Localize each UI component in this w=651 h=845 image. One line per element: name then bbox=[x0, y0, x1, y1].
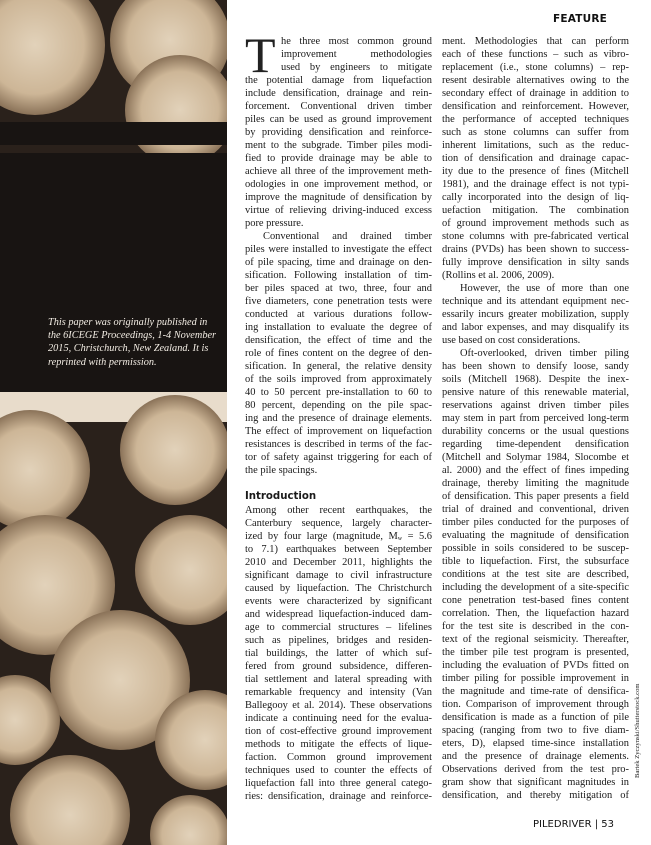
text-line: sification. Following installation of tim- bbox=[245, 270, 432, 281]
text-line: of the soils improved from approximately bbox=[245, 374, 432, 385]
photo-credit: Bartek Zyczynski/Shutterstock.com bbox=[634, 683, 641, 778]
sidebar-publication-note: This paper was originally published in the 6ICEGE Proceedings, 1-4 November 2015, Christchurch, New Zealand. It is reprinted with permission. bbox=[48, 317, 217, 368]
text-line: tial settlement and lateral spreading with bbox=[245, 674, 432, 685]
text-line: used by engineers to mitigate bbox=[281, 62, 432, 73]
text-line: the performance of accepted techniques bbox=[442, 114, 629, 125]
text-line: Observations derived from the test pro- bbox=[442, 764, 629, 775]
text-line: cally incorporated into the design of liq- bbox=[442, 192, 629, 203]
text-line: correlation. Then, the liquefaction hazard bbox=[442, 608, 629, 619]
text-line: tion of densification and drainage capac- bbox=[442, 153, 629, 164]
text-line: piles can be used as ground improvement bbox=[245, 114, 432, 125]
text-line: conducted at various durations follow- bbox=[245, 309, 432, 320]
text-line: and labor expenses, and may disqualify its bbox=[442, 322, 629, 333]
text-line: age to commercial structures – lifelines bbox=[245, 622, 432, 633]
text-line: ing installation to evaluate the degree of bbox=[245, 322, 432, 333]
text-line: reservations against driven timber piles bbox=[442, 400, 629, 411]
text-line: tion. Comparison of improvement through bbox=[442, 699, 629, 710]
text-line: stone columns with pre-fabricated vertical bbox=[442, 231, 629, 242]
text-line: faction. Common ground improvement bbox=[245, 752, 432, 763]
paragraph bbox=[442, 282, 629, 347]
text-line: methods to mitigate the effects of lique- bbox=[245, 739, 432, 750]
text-line: by providing densification and reinforce- bbox=[245, 127, 432, 138]
text-line: improvement methodologies bbox=[281, 49, 432, 60]
text-line: drainage, thereby limiting the magnitude bbox=[442, 478, 629, 489]
text-line: each of these functions – such as vibro- bbox=[442, 49, 629, 60]
text-line: Conventional and drained timber bbox=[263, 231, 432, 242]
text-line: the timber pile test program is presented, bbox=[442, 647, 629, 658]
text-line: of pile spacing, time and drainage on den- bbox=[245, 257, 432, 268]
section-label: FEATURE bbox=[553, 13, 608, 25]
text-line: text of the regional seismicity. Thereafter, bbox=[442, 634, 629, 645]
paragraph bbox=[245, 504, 432, 803]
text-line: Oft-overlooked, driven timber piling bbox=[460, 348, 629, 359]
text-line: replacement (i.e., stone columns) – rep- bbox=[442, 62, 629, 73]
paragraph bbox=[245, 230, 432, 477]
text-line: and the presence of drainage elements. bbox=[442, 751, 629, 762]
text-line: tor of safety against triggering for each of bbox=[245, 452, 432, 463]
text-line: 40 to 50 percent pre-installation to 60 to bbox=[245, 387, 432, 398]
text-line: ing and the presence of drainage elements. bbox=[245, 413, 432, 424]
text-line: inherent limitations, such as the reduc- bbox=[442, 140, 629, 151]
text-line: (Mitchell and Solymar 1984, Slocombe et bbox=[442, 452, 629, 463]
text-line: such as stone columns can suffer from bbox=[442, 127, 629, 138]
text-line: (Rollins et al. 2006, 2009). bbox=[442, 270, 555, 281]
text-line: densification is made as a function of pile bbox=[442, 712, 629, 723]
page-footer: PILEDRIVER | 53 bbox=[533, 819, 615, 830]
text-line: the pile spacings. bbox=[245, 465, 318, 476]
text-line: forcement. Conventional driven timber bbox=[245, 101, 432, 112]
text-line: fied to provide drainage may be able to bbox=[245, 153, 432, 164]
text-line: densification and reinforcement. However, bbox=[442, 101, 629, 112]
text-line: technique and its attendant equipment nec- bbox=[442, 296, 629, 307]
text-line: tible to liquefaction. First, the subsurface bbox=[442, 556, 629, 567]
text-line: gram show that significant magnitudes in bbox=[442, 777, 629, 788]
text-line: The effect of improvement on liquefaction bbox=[245, 426, 432, 437]
text-line: he three most common ground bbox=[281, 36, 432, 47]
text-line: fully improve densification in silty sands bbox=[442, 257, 629, 268]
text-line: durability concerns or the usual questions bbox=[442, 426, 629, 437]
text-line: use based on cost considerations. bbox=[442, 335, 581, 346]
text-line: soils (Mitchell 1968). Despite the inex- bbox=[442, 374, 629, 385]
text-line: has been shown to densify loose, sandy bbox=[442, 361, 629, 372]
text-line: al. 2000) and the effect of fines impeding bbox=[442, 465, 629, 476]
paragraph bbox=[442, 35, 629, 282]
text-line: events were characterized by significant bbox=[245, 596, 432, 607]
text-line: densification, the effect of time and the bbox=[245, 335, 432, 346]
text-line: five diameters, cone penetration tests were bbox=[245, 296, 432, 307]
text-segment: ized by four large (magnitude, M bbox=[245, 531, 398, 542]
text-line: sification. In general, the relative density bbox=[245, 361, 432, 372]
text-line: Canterbury sequence, largely character- bbox=[245, 518, 432, 529]
text-line: ries: densification, drainage and reinforce- bbox=[245, 791, 432, 802]
text-line: remarkable frequency and intensity (Van bbox=[245, 687, 432, 698]
text-line: 80 percent, depending on the pile spac- bbox=[245, 400, 432, 411]
text-line: such as pipelines, bridges and residen- bbox=[245, 635, 432, 646]
text-line: resistances is described in terms of the fac- bbox=[245, 439, 432, 450]
text-line: resent desirable alternatives owing to the bbox=[442, 75, 629, 86]
text-line: regarding time-dependent densification bbox=[442, 439, 629, 450]
text-line: possible in soils considered to be suscep- bbox=[442, 543, 629, 554]
text-line: ment. Methodologies that can perform bbox=[442, 36, 629, 47]
text-line: the magnitude and time-rate of densifica- bbox=[442, 686, 629, 697]
text-line: spacing (ranging from two to five diam- bbox=[442, 725, 629, 736]
text-line: pore pressure. bbox=[245, 218, 304, 229]
text-line: techniques used to counter the effects of bbox=[245, 765, 432, 776]
subscript: w bbox=[397, 536, 403, 542]
text-line: fered from ground subsidence, differen- bbox=[245, 661, 432, 672]
text-line: ment to the subgrade. Timber piles modi- bbox=[245, 140, 432, 151]
article-column-2 bbox=[442, 35, 629, 802]
text-line: ber piles spaced at two, three, four and bbox=[245, 283, 432, 294]
text-line: to 7.1) earthquakes between September bbox=[245, 544, 432, 555]
text-line: improve the magnitude of densification by bbox=[245, 192, 432, 203]
text-line: of ground improvement methods such as bbox=[442, 218, 629, 229]
text-line: Ballegooy et al. 2014). These observations bbox=[245, 700, 432, 711]
text-segment: = 5.6 bbox=[402, 531, 433, 542]
text-line: timber piling for possible improvement in bbox=[442, 673, 629, 684]
text-line: virtue of relieving driving-induced excess bbox=[245, 205, 432, 216]
text-line: However, the use of more than one bbox=[460, 283, 629, 294]
text-line: caused by liquefaction. The Christchurch bbox=[245, 583, 432, 594]
text-line: indicate a continuing need for the evalua- bbox=[245, 713, 432, 724]
text-line: liquefaction fall into three general catego- bbox=[245, 778, 432, 789]
text-line: of densification. This paper presents a field bbox=[442, 491, 629, 502]
text-line: eters, D), elapsed time-since installation bbox=[442, 738, 629, 749]
text-line: tion of cost-effective ground improvement bbox=[245, 726, 432, 737]
text-line: may stem in part from perceived long-term bbox=[442, 413, 629, 424]
drop-cap: T bbox=[245, 27, 276, 83]
text-line: trial of drained and conventional, driven bbox=[442, 504, 629, 515]
text-line: secondary effect of drainage in addition to bbox=[442, 88, 629, 99]
text-line: odologies in one improvement method, or bbox=[245, 179, 432, 190]
text-line: Among other recent earthquakes, the bbox=[245, 505, 432, 516]
text-line: pensive nature of this renewable material, bbox=[442, 387, 629, 398]
dark-band-top bbox=[0, 122, 227, 145]
text-line: drains (PVDs) has been shown to success- bbox=[442, 244, 629, 255]
text-line: significant damage to civil infrastructure bbox=[245, 570, 432, 581]
text-line: essarily incurs greater mobilization, supply bbox=[442, 309, 629, 320]
text-line: 2010 and December 2011, highlights the bbox=[245, 557, 432, 568]
text-line: piles were installed to investigate the effect bbox=[245, 244, 432, 255]
text-line: conditions at the test site are described, bbox=[442, 569, 629, 580]
text-line: timber piles conducted for the purposes of bbox=[442, 517, 629, 528]
text-line: including the development of a site-specific bbox=[442, 582, 629, 593]
section-heading: Introduction bbox=[245, 491, 317, 502]
spacer bbox=[245, 477, 432, 488]
text-line: achieve all three of the improvement meth- bbox=[245, 166, 432, 177]
text-line: including the evaluation of PVDs fitted on bbox=[442, 660, 629, 671]
text-line: evaluating the magnitude of densification bbox=[442, 530, 629, 541]
text-line: 1981), and the drainage effect is not typi- bbox=[442, 179, 629, 190]
paragraph bbox=[442, 347, 629, 802]
article-column-1 bbox=[245, 27, 433, 803]
text-line: for the test site is described in the con- bbox=[442, 621, 629, 632]
text-line: ity due to the presence of fines (Mitchell bbox=[442, 166, 629, 177]
text-line: tial buildings, the latter of which suf- bbox=[245, 648, 432, 659]
text-line: cone penetration test-based fines content bbox=[442, 595, 629, 606]
text-line: role of fines content on the degree of den- bbox=[245, 348, 432, 359]
text-line: uefaction mitigation. The combination bbox=[442, 205, 629, 216]
text-line: the potential damage from liquefaction bbox=[245, 75, 432, 86]
text-line bbox=[245, 530, 432, 543]
text-line: include densification, drainage and rein- bbox=[245, 88, 432, 99]
text-line: densification, and thereby mitigation of bbox=[442, 790, 629, 801]
text-line: and widespread liquefaction-induced dam- bbox=[245, 609, 432, 620]
